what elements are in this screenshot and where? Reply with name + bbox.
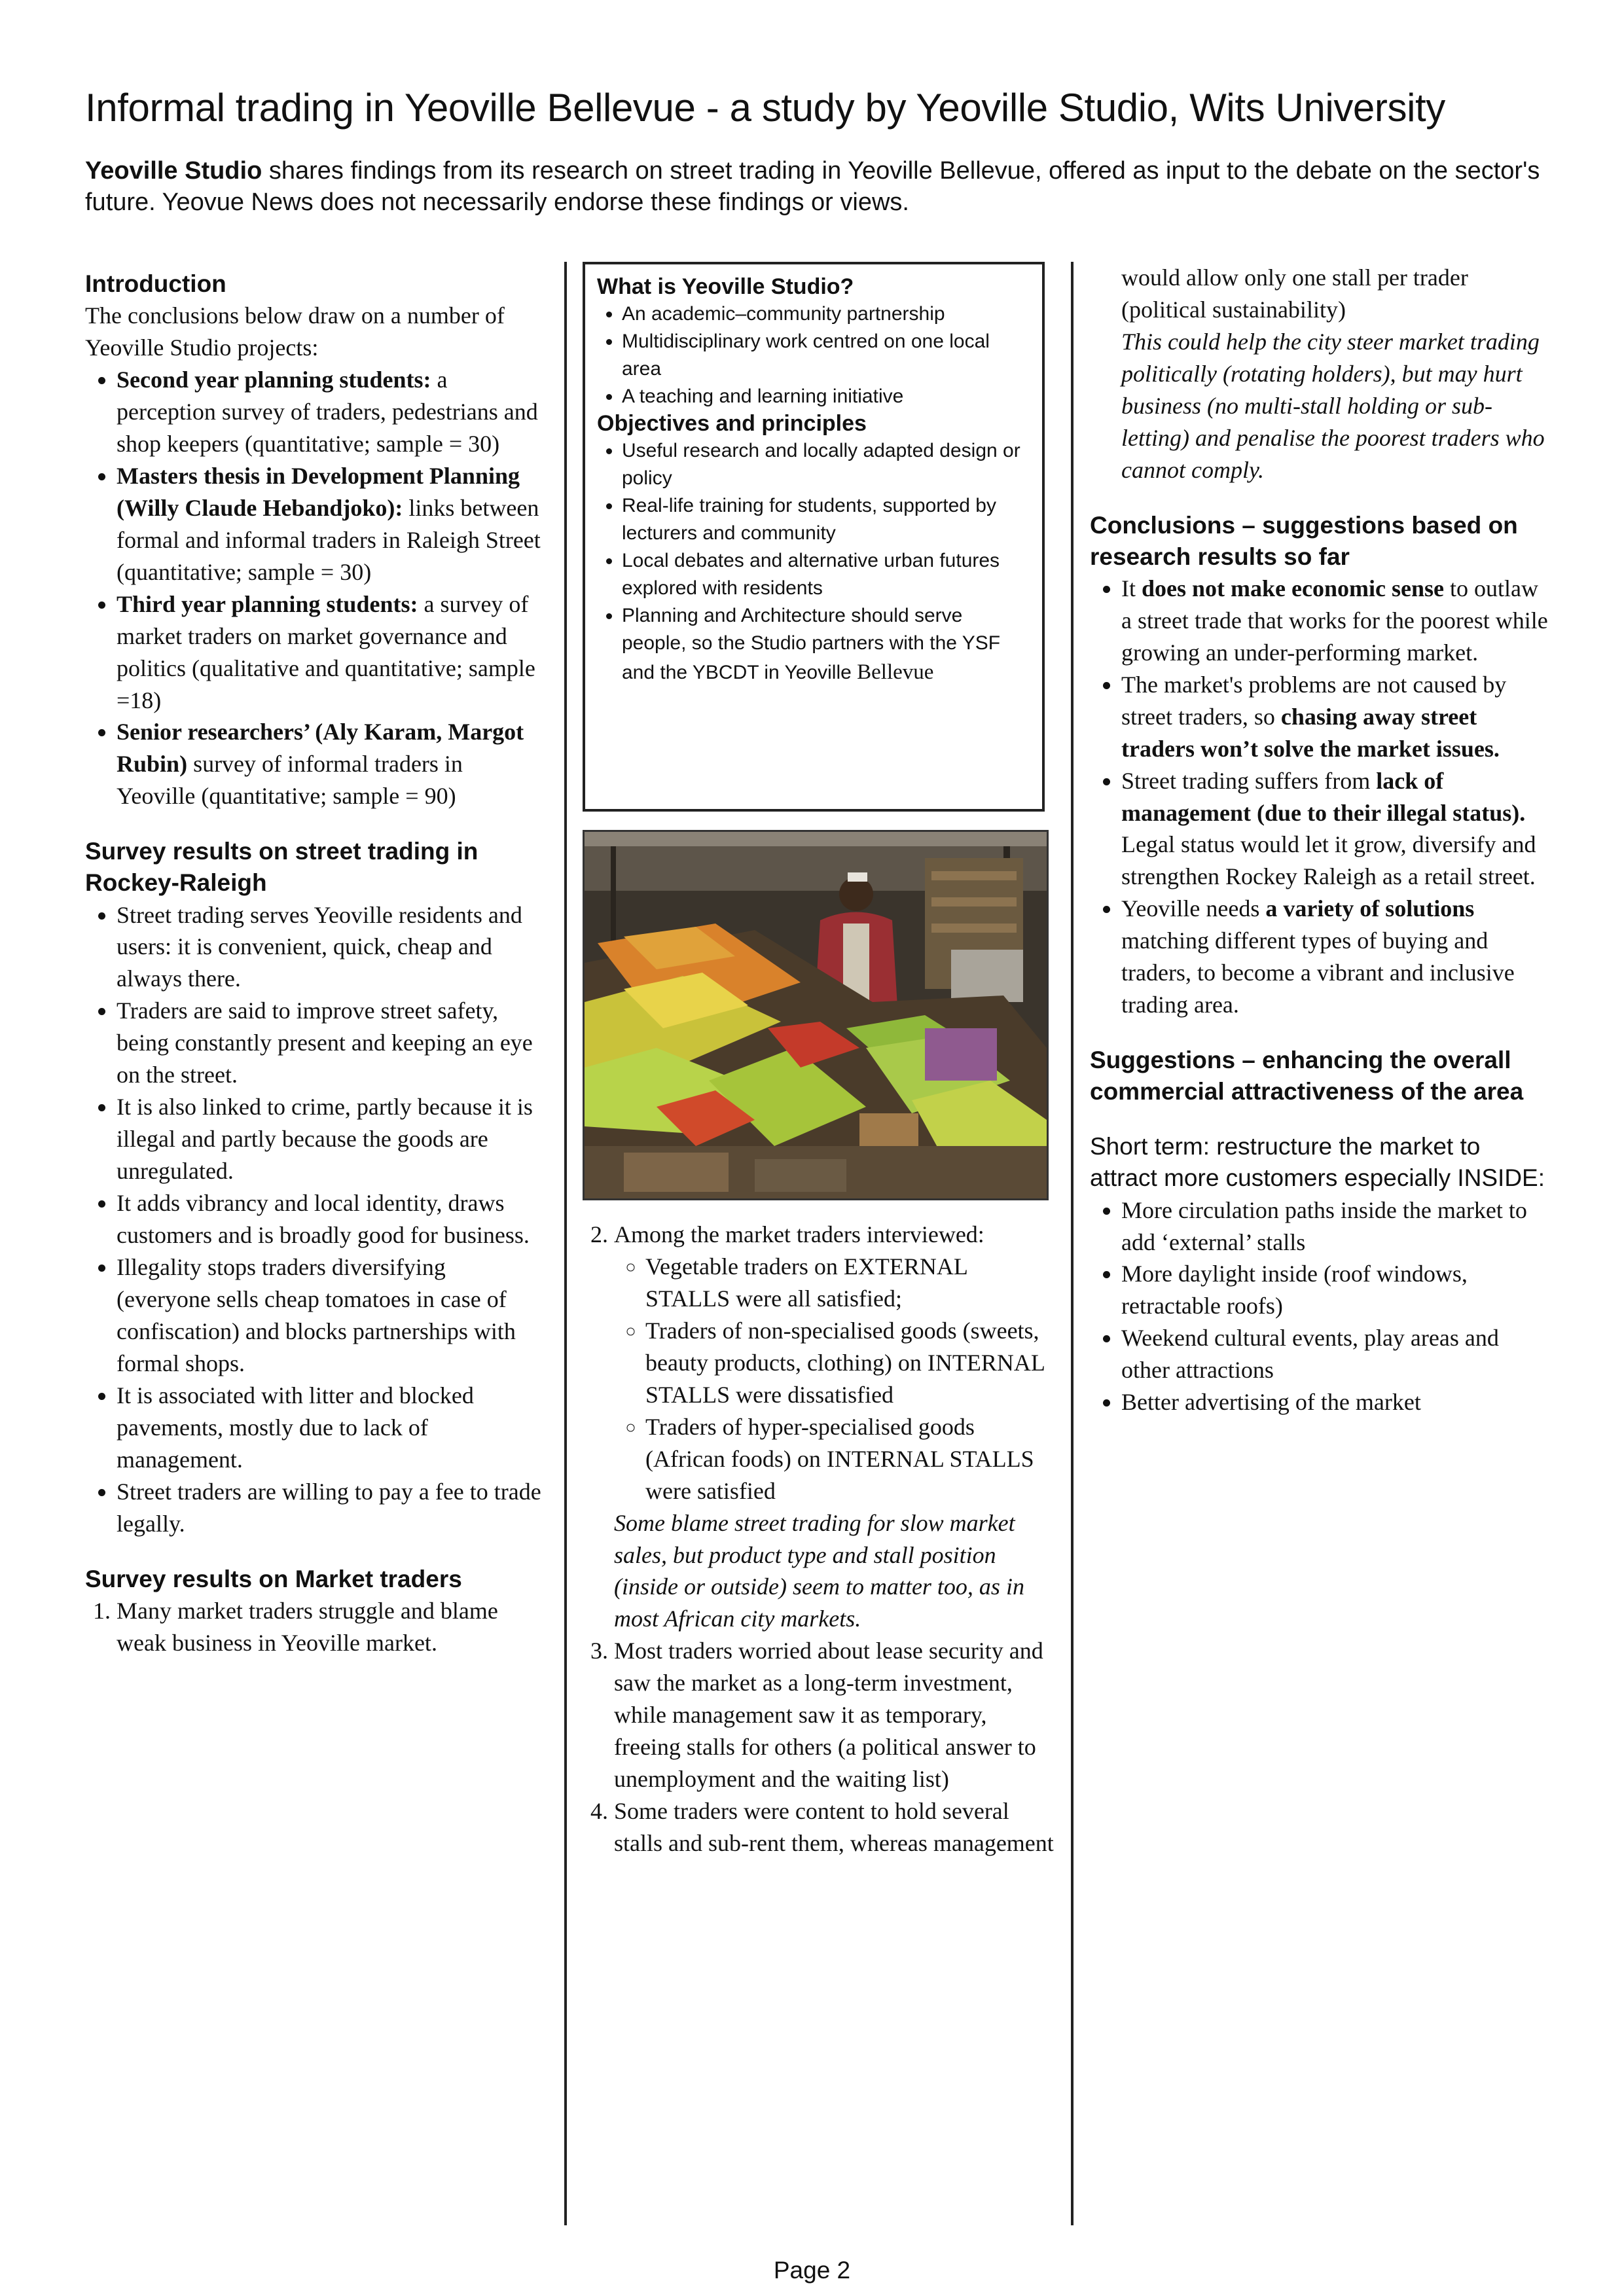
list-item: 1. Many market traders struggle and blame weak business in Yeoville market.	[117, 1595, 543, 1659]
list-item: • More circulation paths inside the market to add ‘external’ stalls	[1121, 1194, 1548, 1259]
list-item: • An academic–community partnership	[622, 300, 1030, 328]
list-item-bold: does not make economic sense	[1142, 575, 1444, 601]
list-item	[1121, 765, 1548, 893]
list-item: • Street trading serves Yeoville residents and users: it is convenient, quick, cheap and always there.	[117, 899, 543, 996]
intro-text: shares findings from its research on street trading in Yeoville Bellevue, offered as input to the debate on the sector's future. Yeovue News does not necessarily endorse these findings or views.	[85, 157, 1540, 216]
list-item-text: Yeoville needs	[1121, 895, 1266, 922]
list-item: • Weekend cultural events, play areas and other attractions	[1121, 1322, 1548, 1386]
list-item-text: Among the market traders interviewed:	[614, 1221, 984, 1247]
list-item	[622, 602, 1030, 687]
list-item: • Real-life training for students, supported by lecturers and community	[622, 492, 1030, 547]
suggestions-heading: Suggestions – enhancing the overall commercial attractiveness of the area	[1090, 1047, 1524, 1105]
market-photo	[583, 830, 1049, 1200]
list-item	[1121, 573, 1548, 669]
list-item	[614, 1219, 1054, 1635]
list-item-text: Street trading suffers from	[1121, 767, 1377, 794]
sub-list	[614, 1251, 1054, 1507]
page-number: Page 2	[773, 2257, 851, 2284]
market-survey-heading: Survey results on Market traders	[85, 1565, 462, 1592]
suggestions-list	[1090, 1194, 1548, 1419]
list-item: • A teaching and learning initiative	[622, 383, 1030, 410]
list-item: • It is associated with litter and blocked pavements, mostly due to lack of management.	[117, 1380, 543, 1476]
studio-box-list	[597, 300, 1030, 410]
list-item: • Traders are said to improve street safety, being constantly present and keeping an eye on the street.	[117, 995, 543, 1091]
market-stall-image	[585, 832, 1047, 1198]
list-item	[117, 716, 543, 812]
list-item	[117, 460, 543, 588]
market-survey-list-cont	[583, 1219, 1054, 1859]
list-item-text: a survey of market traders on market governance and politics (qualitative and quantitative; sample =18)	[117, 590, 535, 713]
list-item-bold: chasing away street traders won’t solve the market issues.	[1121, 703, 1500, 762]
column-right	[1090, 262, 1548, 1418]
list-item-note: Some blame street trading for slow market sales, but product type and stall position (inside or outside) seem to matter too, as in most African city markets.	[614, 1509, 1024, 1632]
projects-list	[85, 364, 543, 812]
list-item	[1121, 669, 1548, 765]
street-survey-heading: Survey results on street trading in Rockey-Raleigh	[85, 838, 478, 897]
list-item-text: to outlaw a street trade that works for the poorest while growing an under-performing market.	[1121, 575, 1548, 666]
list-item: 3. Most traders worried about lease security and saw the market as a long-term investment, while management saw it as temporary, freeing stalls for others (a political answer to unemployment and the waiting list)	[614, 1635, 1054, 1795]
list-item: • It is also linked to crime, partly because it is illegal and partly because the goods are unregulated.	[117, 1091, 543, 1187]
list-item-bold: Second year planning students:	[117, 367, 431, 393]
sub-list-item: ◦ Traders of hyper-specialised goods (African foods) on INTERNAL STALLS were satisfied	[645, 1411, 1054, 1507]
list-item-text: survey of informal traders in Yeoville (quantitative; sample = 90)	[117, 751, 463, 810]
list-item	[117, 588, 543, 717]
sub-list-item: ◦ Traders of non-specialised goods (sweets, beauty products, clothing) on INTERNAL STALLS were dissatisfied	[645, 1315, 1054, 1411]
list-item	[117, 364, 543, 460]
list-item-text: Planning and Architecture should serve people, so the Studio partners with the YSF and the YBCDT in Yeoville	[622, 604, 1001, 683]
conclusions-heading: Conclusions – suggestions based on research results so far	[1090, 511, 1518, 570]
sub-list-item: ◦ Vegetable traders on EXTERNAL STALLS were all satisfied;	[645, 1251, 1054, 1315]
list-item: 4. Some traders were content to hold several stalls and sub-rent them, whereas management	[614, 1795, 1054, 1859]
list-item: • Street traders are willing to pay a fee to trade legally.	[117, 1476, 543, 1540]
market-survey-list	[85, 1595, 543, 1659]
list-item: • More daylight inside (roof windows, retractable roofs)	[1121, 1258, 1548, 1322]
objectives-heading: Objectives and principles	[597, 410, 867, 436]
studio-box-heading: What is Yeoville Studio?	[597, 274, 854, 299]
list-item: • Local debates and alternative urban futures explored with residents	[622, 547, 1030, 602]
list-item: • Useful research and locally adapted design or policy	[622, 437, 1030, 492]
introduction-lead: The conclusions below draw on a number of Yeoville Studio projects:	[85, 302, 505, 361]
studio-info-box	[583, 262, 1045, 812]
column-middle	[583, 1219, 1054, 1859]
list-item-bold: Senior researchers’ (Aly Karam, Margot Rubin)	[117, 719, 524, 778]
conclusions-list	[1090, 573, 1548, 1021]
list-item-bold: a variety of solutions	[1265, 895, 1475, 922]
list-item-text: links between formal and informal traders in Raleigh Street (quantitative; sample = 30)	[117, 494, 541, 585]
list-item-bold: lack of management (due to their illegal status).	[1121, 767, 1526, 826]
list-item-text: matching different types of buying and traders, to become a vibrant and inclusive trading area.	[1121, 927, 1515, 1018]
list-item-bold: Masters thesis in Development Planning (Willy Claude Hebandjoko):	[117, 462, 520, 521]
continued-note: This could help the city steer market trading politically (rotating holders), but may hurt business (no multi-stall holding or sub-letting) and penalise the poorest traders who cannot comply.	[1121, 328, 1545, 483]
list-item-text: The market's problems are not caused by street traders, so	[1121, 671, 1507, 730]
list-item	[1121, 893, 1548, 1021]
list-item: • Illegality stops traders diversifying (everyone sells cheap tomatoes in case of confiscation) and blocks partnerships with formal shops.	[117, 1251, 543, 1380]
list-item-bold: Third year planning students:	[117, 590, 418, 617]
introduction-heading: Introduction	[85, 270, 226, 297]
short-term-heading: Short term: restructure the market to attract more customers especially INSIDE:	[1090, 1133, 1545, 1192]
list-item: • Better advertising of the market	[1121, 1386, 1548, 1418]
objectives-list	[597, 437, 1030, 687]
column-divider-left	[564, 262, 567, 2225]
article-intro	[85, 156, 1551, 218]
article-title: Informal trading in Yeoville Bellevue - a study by Yeoville Studio, Wits University	[85, 86, 1445, 130]
intro-studio-name: Yeoville Studio	[85, 157, 262, 185]
continued-text: would allow only one stall per trader (political sustainability)	[1121, 264, 1468, 323]
column-left	[85, 268, 543, 1659]
list-item-text: a perception survey of traders, pedestrians and shop keepers (quantitative; sample = 30)	[117, 367, 538, 457]
list-item-text: Legal status would let it grow, diversify and strengthen Rockey Raleigh as a retail street.	[1121, 831, 1536, 890]
list-item: • It adds vibrancy and local identity, draws customers and is broadly good for business.	[117, 1187, 543, 1251]
list-item: • Multidisciplinary work centred on one local area	[622, 328, 1030, 383]
list-item-tail: Bellevue	[857, 660, 934, 684]
list-item-text: It	[1121, 575, 1142, 601]
street-survey-list	[85, 899, 543, 1540]
column-divider-right	[1071, 262, 1074, 2225]
